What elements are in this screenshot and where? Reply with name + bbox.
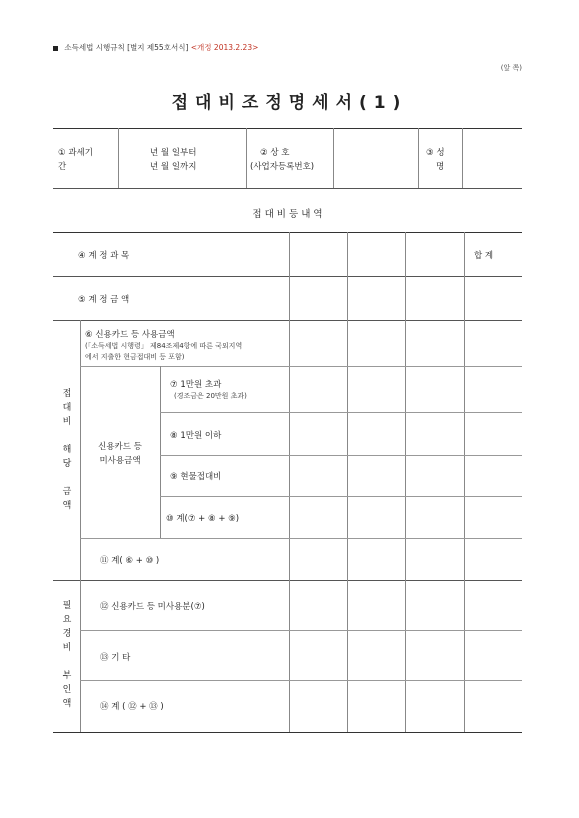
rule-row4-end (53, 276, 522, 277)
square-bullet-icon (53, 46, 58, 51)
rule-row8-end (160, 455, 522, 456)
name-label-cont: 명 (436, 162, 445, 172)
g1-char-4: 해 (62, 445, 72, 455)
card-used-note-2: 에서 지출한 현금접대비 등 포함) (85, 353, 185, 361)
group2-left-divider (80, 580, 81, 732)
card-used-note-1: (「소득세법 시행령」 제84조제4항에 따른 국외지역 (85, 342, 243, 350)
over-10k-note: (경조금은 20만원 초과) (174, 392, 247, 400)
rule-row9-end (160, 496, 522, 497)
total-label: 합 계 (474, 251, 494, 261)
page-side-label: (앞 쪽) (500, 64, 522, 72)
rule-top (53, 128, 522, 129)
top-divider-4 (418, 128, 419, 188)
g1-char-2: 비 (62, 417, 72, 427)
top-divider-1 (118, 128, 119, 188)
business-reg-label: (사업자등록번호) (250, 162, 315, 172)
rule-section-title-end (53, 232, 522, 233)
form-title: 접대비조정명세서(1) (171, 93, 408, 113)
in-kind-label: ⑨ 현물접대비 (170, 472, 222, 482)
g2-char-7: 액 (62, 699, 72, 709)
card-unused-label: 신용카드 등 (98, 442, 142, 452)
value-col-divider-2 (347, 232, 348, 732)
over-10k-label: ⑦ 1만원 초과 (170, 380, 222, 390)
subtotal-11-label: ⑪ 계( ⑥ + ⑩ ) (100, 556, 160, 566)
g1-char-5: 당 (62, 459, 72, 469)
other-label: ⑬ 기 타 (100, 653, 131, 663)
card-used-label: ⑥ 신용카드 등 사용금액 (85, 330, 175, 340)
g1-char-8: 액 (62, 501, 72, 511)
value-col-divider-4 (464, 232, 465, 732)
g2-char-5: 부 (62, 671, 72, 681)
rule-top-section-end (53, 188, 522, 189)
period-to: 년 월 일까지 (150, 162, 197, 172)
rule-row12-end (80, 630, 522, 631)
rule-row7-end (160, 412, 522, 413)
company-label: ② 상 호 (260, 148, 290, 158)
rule-group1-end (53, 580, 522, 581)
under-10k-label: ⑧ 1만원 이하 (170, 431, 222, 441)
form-header (53, 42, 258, 53)
subtotal-14-label: ⑭ 계 ( ⑫ + ⑬ ) (100, 702, 164, 712)
top-divider-2 (246, 128, 247, 188)
g1-char-1: 대 (62, 403, 72, 413)
rule-row6-end-values (289, 366, 522, 367)
top-divider-5 (462, 128, 463, 188)
g1-char-0: 접 (62, 389, 72, 399)
rule-row6-end (80, 366, 289, 367)
form-law-reference: 소득세법 시행규칙 [별지 제55호서식] (64, 43, 189, 52)
account-amount-label: ⑤ 계 정 금 액 (78, 295, 130, 305)
top-divider-3 (333, 128, 334, 188)
period-label-cont: 간 (58, 162, 67, 172)
rule-row5-end (53, 320, 522, 321)
amendment-date: <개정 2013.2.23> (190, 43, 259, 52)
g1-char-7: 금 (62, 487, 72, 497)
value-col-divider-3 (405, 232, 406, 732)
rule-row13-end (80, 680, 522, 681)
card-unused-portion-label: ⑫ 신용카드 등 미사용분(⑦) (100, 602, 205, 612)
rule-row10-end (80, 538, 522, 539)
subtotal-10-label: ⑩ 계(⑦ + ⑧ + ⑨) (166, 514, 240, 524)
rule-bottom (53, 732, 522, 733)
card-unused-divider (160, 366, 161, 538)
account-title-label: ④ 계 정 과 목 (78, 251, 130, 261)
g2-char-6: 인 (62, 685, 72, 695)
section-title: 접 대 비 등 내 역 (252, 209, 323, 220)
period-from: 년 월 일부터 (150, 148, 197, 158)
value-col-divider-1 (289, 232, 290, 732)
card-unused-label-cont: 미사용금액 (99, 456, 141, 466)
g2-char-1: 요 (62, 615, 72, 625)
g2-char-0: 필 (62, 601, 72, 611)
g2-char-2: 경 (62, 629, 72, 639)
name-label: ③ 성 (426, 148, 445, 158)
period-label: ① 과세기 (58, 148, 93, 158)
g2-char-3: 비 (62, 643, 72, 653)
